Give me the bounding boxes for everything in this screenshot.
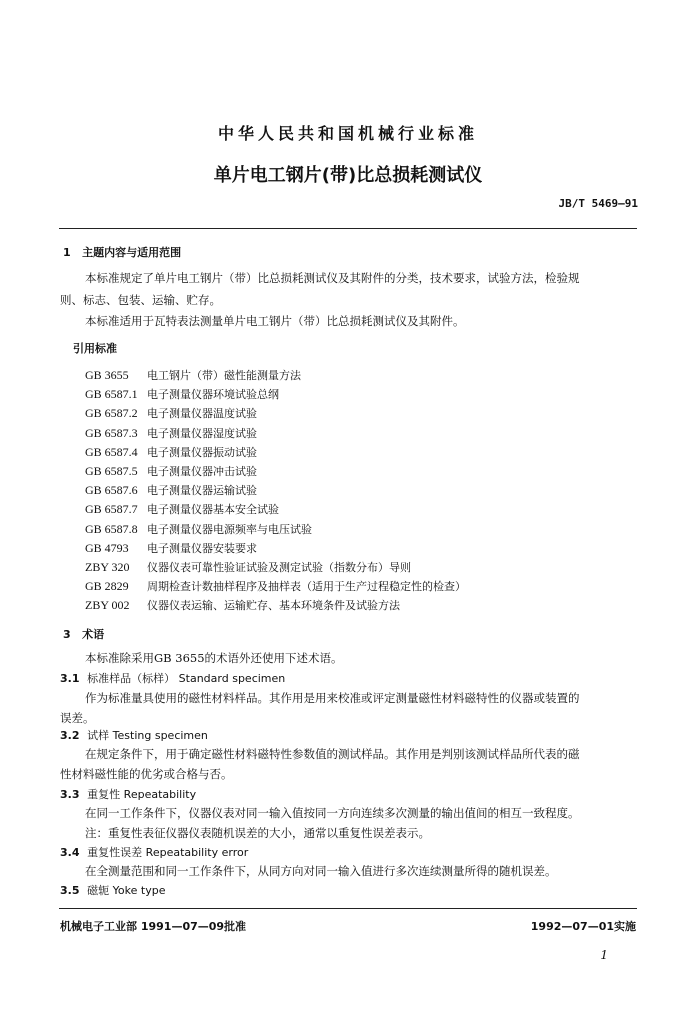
effective-date: 1992—07—01实施 (530, 920, 636, 933)
section-2-heading: 引用标准 (73, 342, 117, 355)
section-1-number: 1 (63, 246, 71, 259)
reference-list (85, 364, 466, 613)
reference-item: GB 3655 电工钢片（带）磁性能测量方法 (85, 368, 301, 382)
standard-number: JB/T 5469—91 (558, 197, 638, 210)
reference-item: GB 4793 电子测量仪器安装要求 (85, 540, 257, 555)
section-3-title: 术语 (82, 628, 105, 641)
header-divider (59, 228, 637, 229)
reference-item: GB 6587.7 电子测量仪器基本安全试验 (85, 502, 279, 517)
reference-item: GB 6587.5 电子测量仪器冲击试验 (85, 463, 257, 478)
section-1-title: 主题内容与适用范围 (82, 246, 182, 259)
approval-info: 机械电子工业部 1991—07—09批准 (60, 920, 247, 933)
section-1-para-2: 本标准适用于瓦特表法测量单片电工钢片（带）比总损耗测试仪及其附件。 (85, 314, 465, 328)
term-3-4-definition: 在全测量范围和同一工作条件下，从同方向对同一输入值进行多次连续测量所得的随机误差。 (85, 864, 557, 878)
term-3-5: 3.5 磁轭 Yoke type (60, 884, 166, 897)
term-3-1-definition-line-2: 误差。 (60, 711, 95, 725)
reference-item: ZBY 002 仪器仪表运输、运输贮存、基本环境条件及试验方法 (85, 598, 400, 613)
term-3-1-definition-line-1: 作为标准量具使用的磁性材料样品。其作用是用来校准或评定测量磁性材料磁特性的仪器或装置的 (85, 691, 580, 705)
term-3-2: 3.2 试样 Testing specimen (60, 729, 208, 742)
reference-item: GB 6587.2 电子测量仪器温度试验 (85, 406, 257, 421)
section-3-number: 3 (63, 628, 71, 641)
issuing-organization: 中华人民共和国机械行业标准 (217, 124, 478, 143)
section-1-heading (63, 244, 181, 260)
document-title: 单片电工钢片(带)比总损耗测试仪 (213, 165, 483, 186)
reference-item: GB 6587.1 电子测量仪器环境试验总纲 (85, 387, 279, 402)
reference-item: GB 6587.6 电子测量仪器运输试验 (85, 483, 257, 498)
reference-item: ZBY 320 仪器仪表可靠性验证试验及测定试验（指数分布）导则 (85, 559, 411, 574)
term-3-2-definition-line-2: 性材料磁性能的优劣或合格与否。 (60, 767, 233, 781)
reference-item: GB 6587.8 电子测量仪器电源频率与电压试验 (85, 521, 312, 536)
term-3-2-definition-line-1: 在规定条件下，用于确定磁性材料磁特性参数值的测试样品。其作用是判别该测试样品所代表的磁 (85, 747, 580, 761)
section-1-para-1-line-1: 本标准规定了单片电工钢片（带）比总损耗测试仪及其附件的分类，技术要求，试验方法，检验规 (85, 271, 580, 285)
section-3-heading (63, 626, 104, 642)
page-number: 1 (600, 948, 608, 962)
term-3-1: 3.1 标准样品（标样） Standard specimen (60, 672, 286, 685)
term-3-3: 3.3 重复性 Repeatability (60, 788, 197, 801)
reference-item: GB 6587.4 电子测量仪器振动试验 (85, 444, 257, 459)
footer-divider (59, 908, 637, 909)
section-3-intro: 本标准除采用GB 3655的术语外还使用下述术语。 (85, 651, 343, 665)
term-3-3-note: 注：重复性表征仪器仪表随机误差的大小，通常以重复性误差表示。 (85, 826, 430, 840)
section-1-para-1-line-2: 则、标志、包装、运输、贮存。 (60, 293, 221, 307)
term-3-4: 3.4 重复性误差 Repeatability error (60, 846, 249, 859)
reference-item: GB 2829 周期检查计数抽样程序及抽样表（适用于生产过程稳定性的检查） (85, 579, 466, 594)
reference-item: GB 6587.3 电子测量仪器湿度试验 (85, 425, 257, 440)
term-3-3-definition-line-1: 在同一工作条件下，仪器仪表对同一输入值按同一方向连续多次测量的输出值间的相互一致程度。 (85, 806, 580, 820)
